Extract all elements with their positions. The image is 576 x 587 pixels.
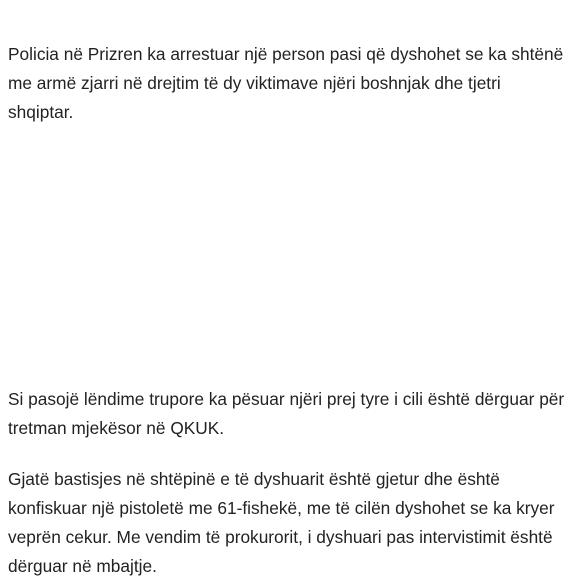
embedded-media-placeholder xyxy=(8,130,568,370)
article-paragraph: Gjatë bastisjes në shtëpinë e të dyshuarit është gjetur dhe është konfiskuar një pistoletë me 61-fishekë, me të cilën dyshohet se ka kryer veprën cekur. Me vendim të prokurorit, i dyshuari pas intervistimit është dërguar në mbajtje. xyxy=(8,469,555,576)
article-paragraph: Si pasojë lëndime trupore ka pësuar njëri prej tyre i cili është dërguar për tretman mjekësor në QKUK. xyxy=(8,389,565,438)
article-paragraph: Policia në Prizren ka arrestuar një person pasi që dyshohet se ka shtënë me armë zjarri në drejtim të dy viktimave njëri boshnjak dhe tjetri shqiptar. xyxy=(8,44,564,122)
